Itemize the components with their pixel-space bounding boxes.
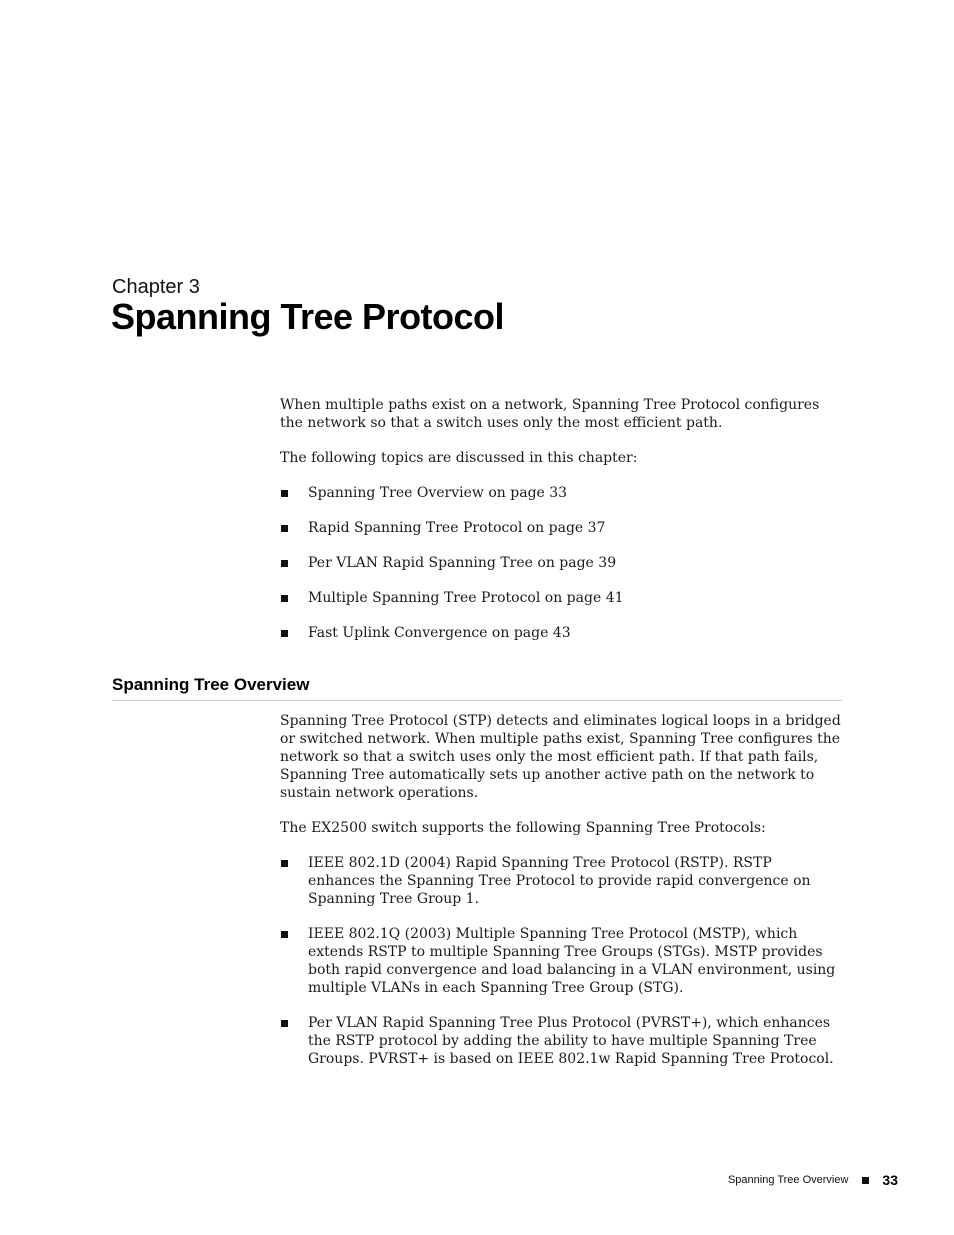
chapter-label: Chapter 3 (112, 276, 200, 298)
section-divider (112, 700, 842, 701)
protocols-lead: The EX2500 switch supports the following Spanning Tree Protocols: (280, 820, 766, 836)
bullet-icon (281, 1020, 288, 1027)
overview-section (280, 712, 842, 1085)
topic-item[interactable] (280, 519, 842, 537)
topic-link[interactable]: Fast Uplink Convergence on page 43 (308, 625, 571, 641)
footer-bullet-icon (862, 1177, 869, 1184)
topic-item[interactable] (280, 624, 842, 642)
protocol-item (280, 854, 842, 908)
overview-paragraph: Spanning Tree Protocol (STP) detects and eliminates logical loops in a bridged or switched network. When multiple paths exist, Spanning Tree configures the network so that a switch uses only the most efficient path. If that path fails, Spanning Tree automatically sets up another active path on the network to sustain network operations. (280, 713, 841, 801)
topic-item[interactable] (280, 589, 842, 607)
topics-list (280, 484, 842, 642)
bullet-icon (281, 595, 288, 602)
topic-item[interactable] (280, 554, 842, 572)
bullet-icon (281, 490, 288, 497)
bullet-icon (281, 630, 288, 637)
protocol-item (280, 1014, 842, 1068)
chapter-title: Spanning Tree Protocol (111, 296, 505, 337)
topic-link[interactable]: Multiple Spanning Tree Protocol on page 41 (308, 590, 624, 606)
topic-link[interactable]: Per VLAN Rapid Spanning Tree on page 39 (308, 555, 617, 571)
bullet-icon (281, 860, 288, 867)
topic-link[interactable]: Rapid Spanning Tree Protocol on page 37 (308, 520, 606, 536)
topic-link[interactable]: Spanning Tree Overview on page 33 (308, 485, 568, 501)
topics-lead: The following topics are discussed in this chapter: (280, 450, 638, 466)
page-number: 33 (882, 1172, 898, 1188)
footer-section-name: Spanning Tree Overview (727, 1174, 849, 1186)
page-footer (728, 1172, 898, 1188)
intro-section (280, 396, 842, 659)
bullet-icon (281, 560, 288, 567)
bullet-icon (281, 525, 288, 532)
protocol-item (280, 925, 842, 997)
topic-item[interactable] (280, 484, 842, 502)
protocol-text: IEEE 802.1Q (2003) Multiple Spanning Tree Protocol (MSTP), which extends RSTP to multiple Spanning Tree Groups (STGs). MSTP provides both rapid convergence and load balancing in a VLAN environment, using multiple VLANs in each Spanning Tree Group (STG). (308, 926, 836, 996)
section-heading: Spanning Tree Overview (112, 675, 310, 694)
intro-paragraph: When multiple paths exist on a network, Spanning Tree Protocol configures the network so that a switch uses only the most efficient path. (280, 397, 820, 431)
protocols-list (280, 854, 842, 1068)
protocol-text: IEEE 802.1D (2004) Rapid Spanning Tree Protocol (RSTP). RSTP enhances the Spanning Tree Protocol to provide rapid convergence on Spanning Tree Group 1. (308, 855, 811, 907)
protocol-text: Per VLAN Rapid Spanning Tree Plus Protocol (PVRST+), which enhances the RSTP protocol by adding the ability to have multiple Spanning Tree Groups. PVRST+ is based on IEEE 802.1w Rapid Spanning Tree Protocol. (308, 1015, 834, 1067)
bullet-icon (281, 931, 288, 938)
